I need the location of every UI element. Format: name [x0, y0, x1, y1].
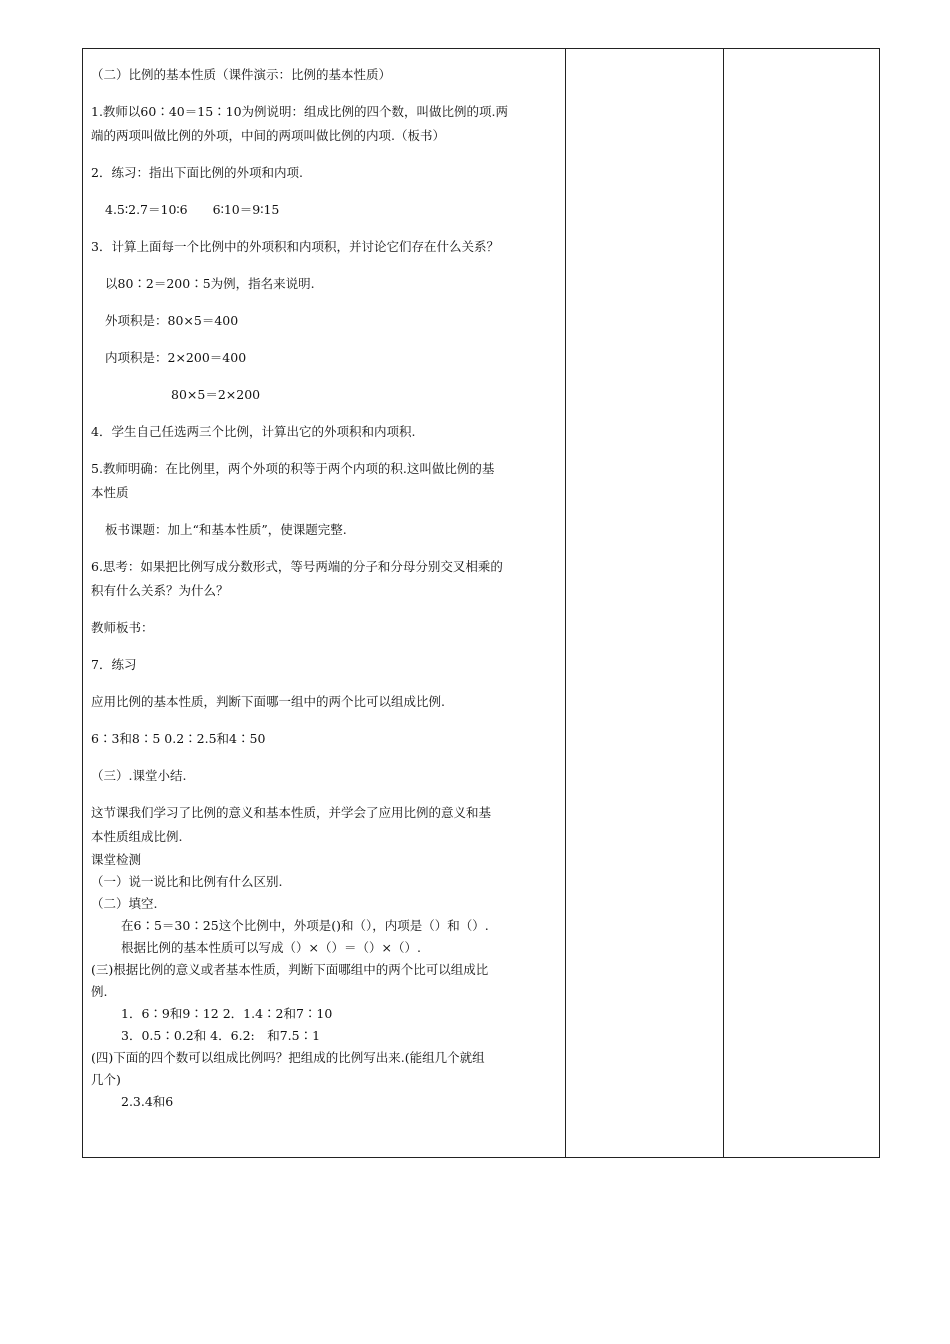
- text-line: 6.思考：如果把比例写成分数形式，等号两端的分子和分母分别交叉相乘的: [91, 559, 503, 574]
- lesson-content: [91, 63, 557, 1113]
- text-line: 内项积是：2×200＝400: [105, 350, 247, 365]
- column-divider: [723, 49, 724, 1157]
- column-divider: [565, 49, 566, 1157]
- text-line: （一）说一说比和比例有什么区别.: [91, 874, 283, 889]
- text-line: (四)下面的四个数可以组成比例吗？把组成的比例写出来.(能组几个就组: [91, 1050, 485, 1065]
- text-line: 7．练习: [91, 657, 137, 672]
- text-line: 积有什么关系？为什么？: [91, 583, 229, 598]
- text-line: 本性质: [91, 485, 129, 500]
- text-line: 3．计算上面每一个比例中的外项积和内项积，并讨论它们存在什么关系？: [91, 239, 499, 254]
- text-line: 这节课我们学习了比例的意义和基本性质，并学会了应用比例的意义和基: [91, 805, 492, 820]
- text-line: 外项积是：80×5＝400: [105, 313, 239, 328]
- lesson-table: [82, 48, 880, 1158]
- text-line: 教师板书：: [91, 620, 154, 635]
- text-line: 在6∶5＝30∶25这个比例中，外项是()和（），内项是（）和（）.: [121, 918, 489, 933]
- text-line: 4.5∶2.7＝10∶6 6∶10＝9∶15: [105, 202, 280, 217]
- text-line: 本性质组成比例.: [91, 829, 183, 844]
- section-heading: （三）.课堂小结.: [91, 768, 187, 783]
- section-heading: 课堂检测: [91, 852, 142, 867]
- text-line: 端的两项叫做比例的外项，中间的两项叫做比例的内项.（板书）: [91, 128, 445, 143]
- text-line: 80×5＝2×200: [171, 387, 261, 402]
- text-line: 根据比例的基本性质可以写成（）×（）＝（）×（）.: [121, 940, 421, 955]
- text-line: 几个): [91, 1072, 121, 1087]
- text-line: 5.教师明确：在比例里，两个外项的积等于两个内项的积.这叫做比例的基: [91, 461, 495, 476]
- text-line: (三)根据比例的意义或者基本性质，判断下面哪组中的两个比可以组成比: [91, 962, 489, 977]
- text-line: 板书课题：加上“和基本性质”，使课题完整.: [105, 522, 347, 537]
- section-heading: （二）比例的基本性质（课件演示：比例的基本性质）: [91, 67, 392, 82]
- text-line: 6∶3和8∶5 0.2∶2.5和4∶50: [91, 731, 266, 746]
- text-line: 3．0.5∶0.2和 4．6.2: 和7.5∶1: [121, 1028, 321, 1043]
- text-line: （二）填空.: [91, 896, 158, 911]
- text-line: 以80∶2＝200∶5为例，指名来说明.: [105, 276, 315, 291]
- text-line: 1．6∶9和9∶12 2．1.4∶2和7∶10: [121, 1006, 333, 1021]
- text-line: 应用比例的基本性质，判断下面哪一组中的两个比可以组成比例.: [91, 694, 445, 709]
- text-line: 4．学生自己任选两三个比例，计算出它的外项积和内项积.: [91, 424, 416, 439]
- text-line: 例.: [91, 984, 108, 999]
- text-line: 2.3.4和6: [121, 1094, 174, 1109]
- text-line: 2．练习：指出下面比例的外项和内项.: [91, 165, 303, 180]
- text-line: 1.教师以60∶40＝15∶10为例说明：组成比例的四个数，叫做比例的项.两: [91, 104, 509, 119]
